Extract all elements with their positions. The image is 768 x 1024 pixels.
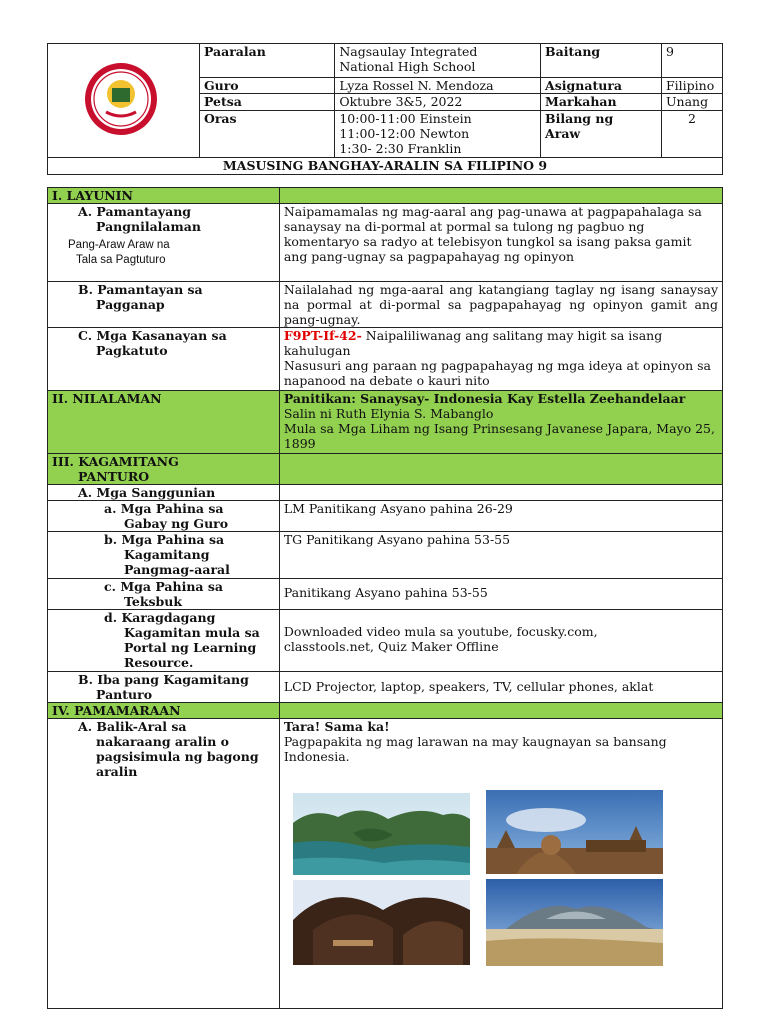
- iba-pang-kagamitan-label: B. Iba pang Kagamitang Panturo: [48, 672, 280, 703]
- page-title: MASUSING BANGHAY-ARALIN SA FILIPINO 9: [222, 158, 548, 173]
- guro-value: Lyza Rossel N. Mendoza: [339, 77, 494, 93]
- borobudur-temple-photo: [486, 790, 663, 874]
- gabay-guro-text: LM Panitikang Asyano pahina 26-29: [283, 501, 513, 516]
- gabay-guro-label: a. Mga Pahina sa Gabay ng Guro: [48, 501, 280, 532]
- karagdagang-kagamitan-text: Downloaded video mula sa youtube, focusky.com, classtools.net, Quiz Maker Offline: [279, 610, 722, 672]
- baitang-label: Baitang: [545, 44, 601, 59]
- sanggunian-label: A. Mga Sanggunian: [48, 485, 280, 501]
- oras-value: 10:00-11:00 Einstein 11:00-12:00 Newton 1:30- 2:30 Franklin: [339, 110, 472, 156]
- side-note: Pang-Araw Araw na: [68, 239, 170, 251]
- mount-bromo-photo: [486, 879, 663, 966]
- pamantayan-pagganap-label: B. Pamantayan sa Pagganap: [48, 282, 280, 328]
- petsa-label: Petsa: [203, 94, 242, 110]
- guro-label: Guro: [203, 77, 239, 93]
- pamantayang-pangnilalaman-label: A. Pamantayang Pangnilalaman Pang-Araw Araw na Tala sa Pagtuturo: [48, 204, 280, 282]
- tongkonan-house-photo: [293, 880, 470, 965]
- kagamitang-pangmag-aaral-text: TG Panitikang Asyano pahina 53-55: [283, 532, 511, 547]
- kasanayan-text: F9PT-If-42- Naipaliliwanag ang salitang may higit sa isang kahulugan Nasusuri ang paraan ng pagpapahayag ng mga ideya at opinyon sa napanood na debate o kauri nito: [279, 328, 722, 391]
- asignatura-label: Asignatura: [545, 77, 623, 93]
- kasanayan-label: C. Mga Kasanayan sa Pagkatuto: [48, 328, 280, 391]
- nilalaman-heading: II. NILALAMAN: [48, 391, 280, 454]
- asignatura-value: Filipino: [665, 77, 715, 93]
- markahan-value: Unang: [665, 94, 709, 110]
- header-table: [47, 43, 723, 175]
- bilang-value: 2: [688, 110, 696, 126]
- nilalaman-text: Panitikan: Sanaysay- Indonesia Kay Estella Zeehandelaar Salin ni Ruth Elynia S. Mabanglo Mula sa Mga Liham ng Isang Prinsesang Javanese Japara, Mayo 25, 1899: [279, 391, 722, 454]
- pamantayan-pagganap-text: Nailalahad ng mga-aaral ang katangiang taglay ng isang sanaysay na pormal at di-pormal sa pagpapahayag ng opinyon gamit ang pang-ugnay.: [283, 282, 718, 327]
- tara-heading: Tara! Sama ka!: [283, 719, 390, 734]
- karagdagang-kagamitan-label: d. Karagdagang Kagamitan mula sa Portal ng Learning Resource.: [48, 610, 280, 672]
- paaralan-label: Paaralan: [203, 44, 266, 59]
- teksbuk-text: Panitikang Asyano pahina 53-55: [283, 585, 488, 600]
- layunin-heading: I. LAYUNIN: [48, 188, 280, 204]
- kagamitang-pangmag-aaral-label: b. Mga Pahina sa Kagamitang Pangmag-aaral: [48, 532, 280, 579]
- markahan-label: Markahan: [545, 94, 617, 110]
- petsa-value: Oktubre 3&5, 2022: [339, 94, 463, 110]
- competency-code: F9PT-If-42-: [283, 328, 362, 343]
- tara-text: Pagpapakita ng mag larawan na may kaugnayan sa bansang Indonesia.: [283, 734, 667, 764]
- pamantayang-pangnilalaman-text: Naipamamalas ng mag-aaral ang pag-unawa at pagpapahalaga sa sanaysay na di-pormal at pormal sa tulong ng pagbuo ng komentaryo sa radyo at telebisyon tungkol sa isang paksa gamit ang pang-ugnay sa pagpapahayag ng opinyon: [283, 204, 702, 264]
- paaralan-value: Nagsaulay Integrated National High School: [339, 44, 478, 74]
- balik-aral-label: A. Balik-Aral sa nakaraang aralin o pagsisimula ng bagong aralin: [48, 719, 280, 1009]
- teksbuk-label: c. Mga Pahina sa Teksbuk: [48, 579, 280, 610]
- school-seal-logo: [48, 44, 194, 154]
- logo-cell: [48, 44, 200, 158]
- pamamaraan-heading: IV. PAMAMARAAN: [48, 703, 280, 719]
- iba-pang-kagamitan-text: LCD Projector, laptop, speakers, TV, cellular phones, aklat: [283, 679, 654, 694]
- oras-label: Oras: [203, 110, 237, 126]
- baitang-value: 9: [665, 44, 674, 59]
- bilang-label: Bilang ng Araw: [545, 110, 614, 141]
- kagamitan-heading: III. KAGAMITANG PANTURO: [48, 454, 280, 485]
- indonesia-islands-photo: [293, 793, 470, 875]
